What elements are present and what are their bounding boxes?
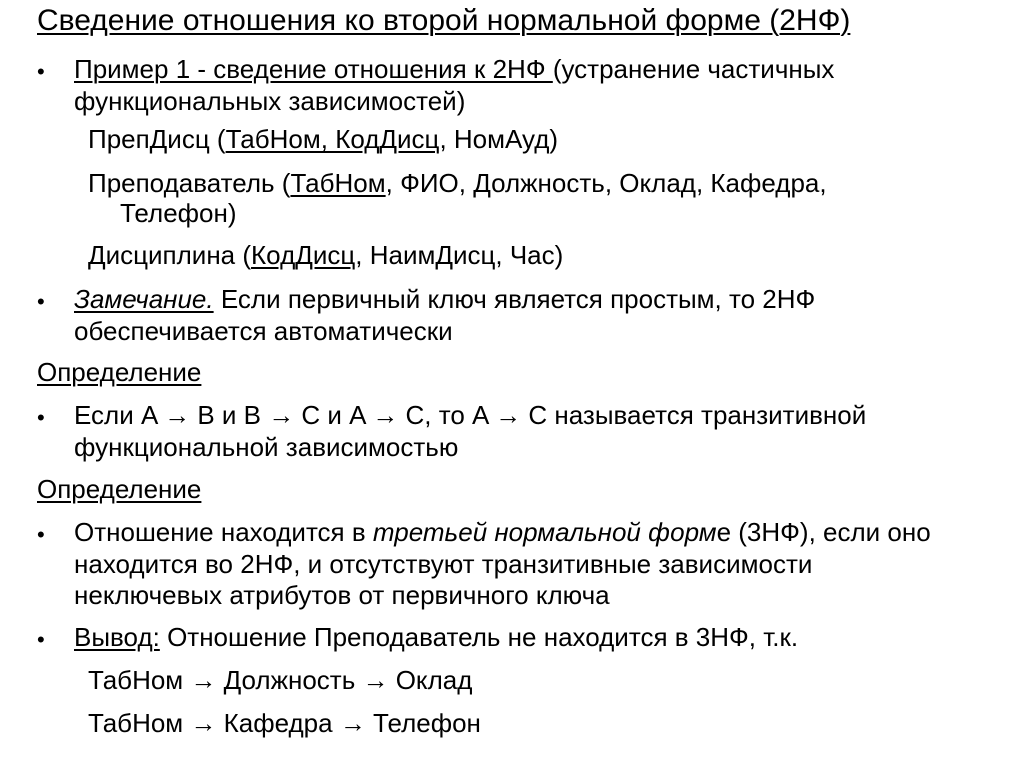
relation-attributes: , НаимДисц, Час) (355, 240, 564, 270)
relation-name: ПрепДисц ( (88, 124, 226, 154)
bullet-marker: • (37, 59, 45, 84)
remark-text: Если первичный ключ является простым, то 2НФ (213, 284, 816, 314)
dependency-chain-2: ТабНом → Кафедра → Телефон (88, 708, 481, 738)
relation-discipline (88, 240, 563, 271)
remark (74, 284, 815, 315)
definition-1-line1: Если A → B и B → C и A → C, то A → C называется транзитивной (74, 400, 867, 430)
definition-2-line3: неключевых атрибутов от первичного ключа (74, 580, 610, 610)
conclusion-text: Отношение Преподаватель не находится в 3НФ, т.к. (159, 622, 799, 652)
slide-title: Сведение отношения ко второй нормальной форме (2НФ) (37, 4, 851, 37)
definition-heading-2: Определение (37, 474, 202, 504)
conclusion (74, 622, 798, 653)
example-heading-line2: функциональных зависимостей) (74, 86, 466, 116)
relation-prepdisc (88, 124, 558, 155)
relation-teacher-line2: Телефон) (120, 198, 237, 228)
bullet-marker: • (37, 627, 45, 652)
definition-2-line2: находится во 2НФ, и отсутствуют транзитивные зависимости (74, 549, 813, 579)
example-heading-rest: (устранение частичных (552, 54, 835, 84)
relation-name: Преподаватель ( (88, 168, 291, 198)
example-link: Пример 1 - сведение отношения к 2НФ (74, 54, 553, 84)
remark-line2: обеспечивается автоматически (74, 316, 453, 346)
primary-key: ТабНом (290, 168, 386, 198)
definition-2-italic: третьей нормальной форм (372, 517, 717, 547)
conclusion-label: Вывод: (74, 622, 160, 652)
relation-attributes: , ФИО, Должность, Оклад, Кафедра, (385, 168, 827, 198)
relation-attributes: , НомАуд) (439, 124, 559, 154)
relation-teacher (88, 168, 827, 199)
definition-1-line2: функциональной зависимостью (74, 432, 459, 462)
example-heading (74, 54, 834, 85)
bullet-marker: • (37, 405, 45, 430)
definition-2-start: Отношение находится в (74, 517, 373, 547)
primary-key: ТабНом, КодДисц (225, 124, 440, 154)
definition-2-end: е (3НФ), если оно (716, 517, 931, 547)
bullet-marker: • (37, 522, 45, 547)
dependency-chain-1: ТабНом → Должность → Оклад (88, 665, 473, 695)
remark-label: Замечание. (74, 284, 214, 314)
relation-name: Дисциплина ( (88, 240, 252, 270)
definition-2-line1 (74, 517, 931, 548)
bullet-marker: • (37, 289, 45, 314)
definition-heading-1: Определение (37, 357, 202, 387)
primary-key: КодДисц (251, 240, 356, 270)
